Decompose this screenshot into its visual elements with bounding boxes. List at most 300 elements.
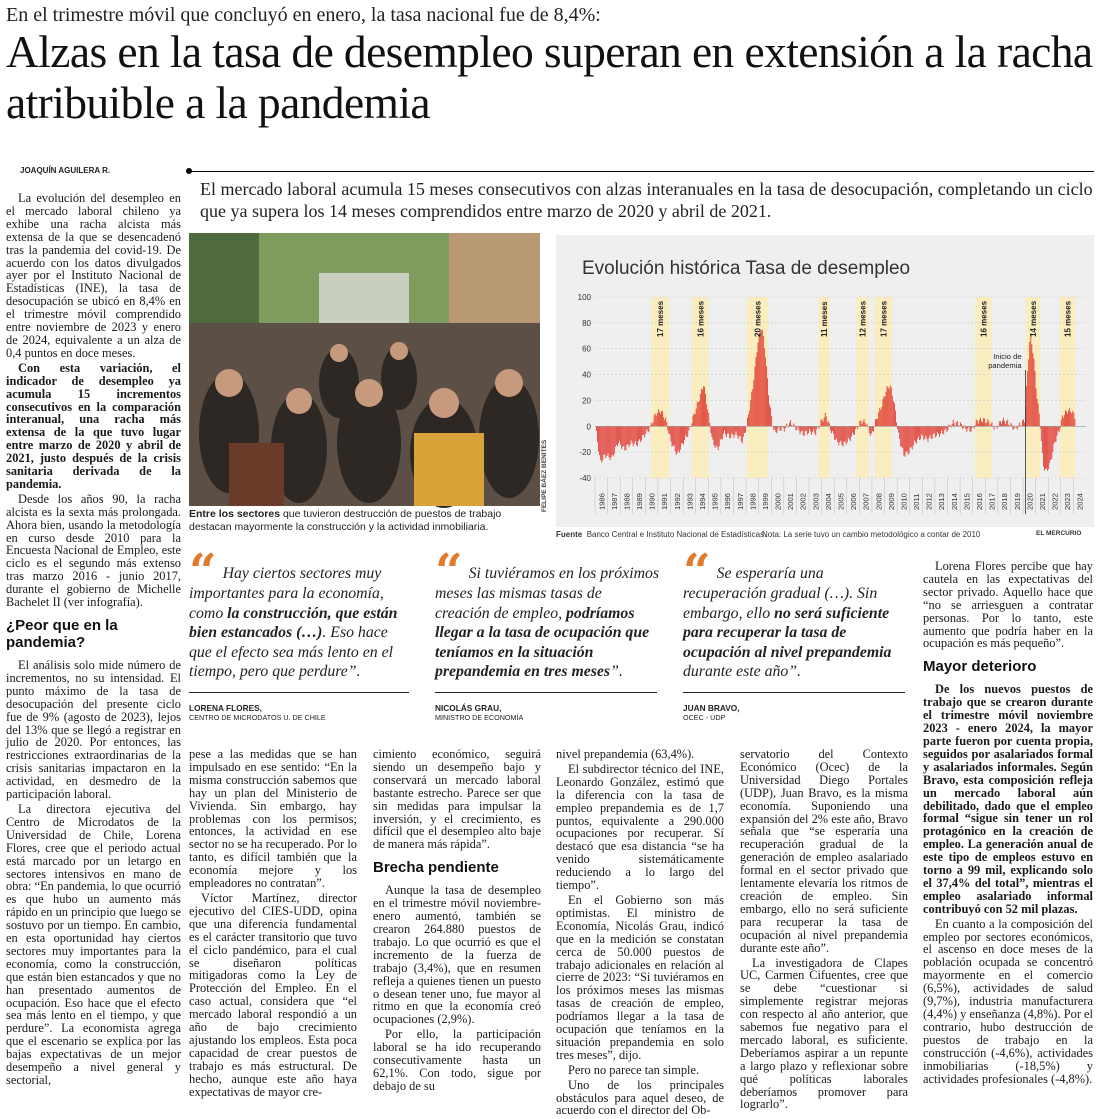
bar <box>970 426 971 431</box>
bar <box>877 419 878 426</box>
bar <box>635 426 636 441</box>
bold-text: Con esta variación, el indicador de desempleo ya acumula 15 incrementos consecutivos en la comparación interanual, una racha más extensa de la que tuvo lugar entre marzo de 2020 y abril de 2021, justo después de la crisis sanitaria derivada de la pandemia. <box>6 360 181 491</box>
bar <box>908 426 909 454</box>
bar <box>1071 413 1072 426</box>
bar <box>847 426 848 442</box>
bar <box>600 426 601 460</box>
bar <box>786 424 787 426</box>
bar <box>1070 412 1071 426</box>
bar <box>631 426 632 440</box>
bar <box>605 426 606 457</box>
x-tick-label: 2022 <box>1050 493 1060 510</box>
bar <box>869 426 870 433</box>
bar <box>1019 422 1020 426</box>
bar <box>922 426 923 435</box>
bar <box>724 426 725 430</box>
bar <box>936 426 937 436</box>
bar <box>911 426 912 447</box>
bar <box>979 420 980 426</box>
bar <box>1064 415 1065 426</box>
bar <box>615 426 616 447</box>
bar <box>710 426 711 433</box>
quote-text: durante este año”. <box>683 663 802 680</box>
x-tick-label: 2024 <box>1075 493 1085 510</box>
bar <box>628 426 629 444</box>
bar <box>671 426 672 441</box>
bar <box>662 411 663 426</box>
x-tick-label: 2012 <box>924 493 934 510</box>
bar <box>887 386 888 426</box>
column-1 <box>6 192 181 1089</box>
bar <box>699 401 700 426</box>
bar <box>721 426 722 439</box>
bar <box>614 426 615 454</box>
x-tick-label: 2005 <box>836 493 846 510</box>
x-tick-label: 1987 <box>609 493 619 510</box>
bar <box>747 418 748 426</box>
quote-text: ”. <box>610 663 623 680</box>
bar <box>946 426 947 432</box>
bar <box>825 413 826 427</box>
bar <box>698 402 699 426</box>
subhead: Brecha pendiente <box>373 859 499 877</box>
paragraph: En el Gobierno son más optimistas. El ministro de Economía, Nicolás Grau, indicó que en la medición se constatan cerca de 50.000 puestos de trabajo adicionales en relación al cierre de 2023: “Si tuviéramos en los próximos meses las mismas tasas de creación de empleo, podríamos llegar a la tasa de ocupación que teníamos en la situación prepandemia en solo tres meses”, dijo. <box>556 892 724 1062</box>
bar <box>901 426 902 447</box>
bar <box>658 409 659 426</box>
x-tick-label: 2010 <box>899 493 909 510</box>
bar <box>918 426 919 436</box>
quote-attribution <box>683 703 740 723</box>
quote-text: Hay ciertos sectores muy importantes para la economía, como <box>189 565 384 622</box>
bar <box>1044 426 1045 471</box>
x-tick-label: 2017 <box>987 493 997 510</box>
bar <box>789 423 790 427</box>
bar <box>978 424 979 427</box>
bar <box>765 358 766 427</box>
bar <box>1055 426 1056 442</box>
bar <box>1047 426 1048 471</box>
bar <box>931 426 932 438</box>
bar <box>925 426 926 435</box>
bar <box>622 426 623 447</box>
bar <box>640 426 641 442</box>
bar <box>861 424 862 426</box>
bar <box>897 426 898 429</box>
column-6 <box>923 560 1093 1087</box>
bar <box>899 426 900 439</box>
bar <box>715 426 716 448</box>
bar <box>676 426 677 455</box>
bar <box>1067 414 1068 427</box>
bar <box>960 422 961 426</box>
bar <box>653 422 654 426</box>
bar <box>839 426 840 442</box>
bar <box>753 380 754 426</box>
bar <box>831 426 832 433</box>
bar <box>885 397 886 426</box>
bar <box>844 426 845 442</box>
x-tick-label: 1986 <box>597 493 607 510</box>
pull-quote-2 <box>435 544 660 682</box>
bar <box>827 422 828 426</box>
bar <box>807 426 808 434</box>
bar <box>928 426 929 442</box>
bar <box>1048 426 1049 469</box>
bar <box>795 426 796 430</box>
bar <box>962 426 963 429</box>
bar <box>744 426 745 433</box>
x-tick-label: 2008 <box>874 493 884 510</box>
bar <box>785 426 786 428</box>
bar <box>832 426 833 431</box>
chart-note: Nota: La serie tuvo un cambio metodológico a contar de 2010 <box>762 530 981 539</box>
bar <box>713 426 714 439</box>
bar <box>646 426 647 429</box>
x-tick-label: 2007 <box>861 493 871 510</box>
bar <box>624 426 625 450</box>
column-4 <box>556 748 724 1119</box>
paragraph: servatorio del Contexto Económico (Ocec) de la Universidad Diego Portales (UDP), Juan Bravo, es la misma economía. Suponiendo una expansión del 2% este año, Bravo señala que “se esperaría una recuperación gradual de la generación de empleo asalariado formal en el sector privado que lentamente elevaría los ritmos de creación de empleo. Sin embargo, ello no será suficiente para recuperar la tasa de ocupación al nivel prepandemia durante este año”. <box>740 747 908 955</box>
bar <box>738 426 739 439</box>
bar <box>984 418 985 426</box>
bar <box>1028 359 1029 426</box>
x-tick-label: 2004 <box>823 493 833 510</box>
caption-lead: Entre los sectores <box>189 508 281 520</box>
bar <box>621 426 622 449</box>
streak-label: 15 meses <box>1063 300 1073 337</box>
bar <box>943 426 944 434</box>
headline: Alzas en la tasa de desempleo superan en extensión a la racha atribuible a la pandemia <box>6 26 1093 128</box>
bar <box>731 426 732 433</box>
bar <box>892 396 893 427</box>
bar <box>716 426 717 445</box>
bar <box>611 426 612 457</box>
bar <box>762 330 763 426</box>
bar <box>1017 426 1018 429</box>
streak-label: 16 meses <box>696 300 706 337</box>
paragraph: La directora ejecutiva del Centro de Microdatos de la Universidad de Chile, Lorena Flores, cree que el periodo actual está marcado por un letargo en sectores intensivos en mano de obra: “En pandemia, lo que ocurrió es que hubo un aumento más rápido en un principio que luego se sostuvo por un tiempo. En cambio, en esta oportunidad hay ciertos sectores muy importantes para la economía, como la construcción, que están bien estancados y que no han presentado aumentos de ocupación. Eso hace que el efecto sea más lento en el tiempo, y que perdure”. La economista agrega que el escenario se explica por las bajas expectativas de un mejor desempeño a nivel general y sectorial, <box>6 801 181 1087</box>
bar <box>929 426 930 437</box>
bar <box>748 414 749 426</box>
bar <box>758 342 759 426</box>
bar <box>1058 426 1059 431</box>
bar <box>921 426 922 434</box>
bar <box>1039 414 1040 427</box>
bar <box>980 418 981 427</box>
bar <box>728 426 729 433</box>
bar <box>893 401 894 426</box>
bar <box>760 332 761 427</box>
bar <box>863 422 864 427</box>
bar <box>1027 371 1028 426</box>
bar <box>937 426 938 432</box>
bar <box>977 421 978 427</box>
streak-label: 16 meses <box>979 300 989 337</box>
bar <box>898 426 899 432</box>
x-tick-label: 1988 <box>622 493 632 510</box>
bar <box>906 426 907 452</box>
bar <box>677 426 678 453</box>
bar <box>823 422 824 427</box>
bar <box>927 426 928 439</box>
bar <box>680 426 681 449</box>
bar <box>1072 411 1073 427</box>
y-tick-label: 80 <box>582 318 591 328</box>
bar <box>700 394 701 426</box>
bar <box>896 422 897 426</box>
quote-rule <box>189 692 409 693</box>
bar <box>634 426 635 443</box>
bar <box>850 426 851 441</box>
bar <box>763 336 764 426</box>
bar <box>986 423 987 427</box>
bar <box>678 426 679 450</box>
bar <box>632 426 633 443</box>
bar <box>890 385 891 426</box>
paragraph: Desde los años 90, la racha alcista es la sexta más prolongada. Ahora bien, usando la metodología en curso desde 2010 para la Encuesta Nacional de Empleo, este ciclo es el segundo más extenso tras marzo 2016 - junio 2017, durante el gobierno de Michelle Bachelet II (ver infografía). <box>6 491 181 610</box>
bar <box>739 426 740 436</box>
bar <box>1049 426 1050 463</box>
bar <box>976 419 977 426</box>
bar <box>942 426 943 433</box>
caption-text: que tuvieron destrucción de puestos de trabajo destacan mayormente la construcción y la actividad inmobiliaria. <box>189 508 502 533</box>
bar <box>769 405 770 427</box>
quote-emphasis: la construcción, que están bien estancados (…) <box>189 604 398 641</box>
bar <box>1005 424 1006 426</box>
pull-quote-1 <box>189 544 414 682</box>
bar <box>1043 426 1044 466</box>
bar <box>1063 418 1064 427</box>
source-label: Fuente <box>556 530 583 539</box>
bar <box>809 426 810 428</box>
bar <box>914 426 915 440</box>
bar <box>803 426 804 435</box>
bar <box>616 426 617 444</box>
column-5 <box>740 748 908 1113</box>
bar <box>1001 423 1002 426</box>
bar <box>665 417 666 426</box>
bar <box>740 426 741 436</box>
bar <box>920 426 921 439</box>
x-tick-label: 1989 <box>635 493 645 510</box>
bar <box>904 426 905 457</box>
x-tick-label: 1993 <box>685 493 695 510</box>
paragraph: La investigadora de Clapes UC, Carmen Cifuentes, cree que se debe “cuestionar si simplemente registrar mejoras con respecto al año anterior, que sabemos fue negativo para el mercado laboral, es suficiente. Deberíamos aspirar a un repunte a largo plazo y reflexionar sobre qué políticas laborales deberíamos promover para lograrlo”. <box>740 955 908 1112</box>
bar <box>727 426 728 433</box>
bar <box>688 426 689 430</box>
bar <box>1023 419 1024 426</box>
bar <box>636 426 637 445</box>
bar <box>751 392 752 427</box>
bar <box>900 426 901 446</box>
bar <box>774 426 775 429</box>
x-tick-label: 1995 <box>710 493 720 510</box>
bar <box>872 426 873 431</box>
chart-source <box>556 530 766 539</box>
bar <box>693 416 694 427</box>
bar <box>891 387 892 426</box>
bar <box>923 426 924 440</box>
paragraph <box>6 362 181 491</box>
x-tick-label: 1992 <box>672 493 682 510</box>
bar <box>838 426 839 445</box>
bar <box>674 426 675 445</box>
bar <box>835 426 836 440</box>
bar <box>673 426 674 445</box>
bar <box>607 426 608 456</box>
photo-caption <box>189 508 541 533</box>
bar <box>1074 419 1075 426</box>
brand: EL MERCURIO <box>1036 530 1082 537</box>
bar <box>1013 426 1014 429</box>
bar <box>778 426 779 428</box>
streak-label: 11 meses <box>820 301 830 337</box>
bar <box>1031 344 1032 426</box>
bar <box>623 426 624 446</box>
quote-name: JUAN BRAVO, <box>683 703 740 713</box>
bar <box>655 414 656 427</box>
bar <box>812 426 813 432</box>
streak-label: 17 meses <box>879 300 889 337</box>
bar <box>913 426 914 445</box>
bar <box>1041 426 1042 441</box>
bar <box>944 426 945 429</box>
subhead: ¿Peor que en la pandemia? <box>6 617 118 651</box>
bar <box>888 387 889 426</box>
bar <box>597 426 598 442</box>
paragraph: El análisis solo mide número de incrementos, no su intensidad. El punto máximo de la tasa de desocupación del presente ciclo fue de 9% (agosto de 2023), lejos del 13% que se llegó a registrar en julio de 2020. Por entonces, las restricciones extraordinarias de la crisis sanitarias impactaron en la actividad, en desmedro de la participación laboral. <box>6 658 181 802</box>
paragraph <box>923 683 1093 915</box>
x-tick-label: 2009 <box>886 493 896 510</box>
bar <box>860 421 861 427</box>
bar <box>638 426 639 441</box>
paragraph: Por ello, la participación laboral se ha ido recuperando consecutivamente hasta un 62,1%. Con todo, sigue por debajo de su <box>373 1027 541 1093</box>
quote-name: LORENA FLORES, <box>189 703 262 713</box>
x-tick-label: 1990 <box>647 493 657 510</box>
bar <box>683 426 684 444</box>
bar <box>696 409 697 427</box>
bar <box>1062 415 1063 426</box>
bar <box>1024 422 1025 426</box>
bar <box>837 426 838 442</box>
bar <box>768 395 769 426</box>
bar <box>854 426 855 434</box>
bar <box>720 426 721 439</box>
bar <box>849 426 850 439</box>
bar <box>865 423 866 427</box>
bar <box>806 426 807 431</box>
bar <box>846 426 847 444</box>
chart-title: Evolución histórica Tasa de desempleo <box>582 258 911 279</box>
bar <box>777 426 778 433</box>
bar <box>1056 426 1057 442</box>
bar <box>830 426 831 430</box>
bar <box>790 420 791 426</box>
kicker: En el trimestre móvil que concluyó en enero, la tasa nacional fue de 8,4%: <box>6 4 601 26</box>
bar <box>661 411 662 426</box>
quote-rule <box>683 692 905 693</box>
bar <box>1007 420 1008 427</box>
bar <box>725 426 726 434</box>
crowd-illustration <box>189 233 540 506</box>
bar <box>821 420 822 427</box>
bar <box>945 426 946 428</box>
dek: El mercado laboral acumula 15 meses consecutivos con alzas interanuales en la tasa de desocupación, completando un ciclo que ya supera los 14 meses comprendidos entre marzo de 2020 y abril de 2021. <box>200 179 1093 221</box>
bar <box>987 419 988 426</box>
bar <box>800 426 801 434</box>
bar <box>836 426 837 438</box>
bar <box>643 426 644 435</box>
bar <box>780 426 781 431</box>
bar <box>764 348 765 426</box>
bar <box>702 389 703 426</box>
bar <box>656 416 657 426</box>
x-tick-label: 1991 <box>660 493 670 510</box>
bar <box>1006 421 1007 427</box>
bar <box>733 426 734 438</box>
bar <box>669 426 670 434</box>
bar <box>919 426 920 440</box>
bar <box>737 426 738 435</box>
bar <box>889 389 890 426</box>
bar <box>647 426 648 431</box>
paragraph: pese a las medidas que se han impulsado en ese sentido: “En la misma construcción sabemos que hay un plan del Ministerio de Vivienda. Sin embargo, hay problemas con los permisos; entonces, la actividad en ese sector no se ha recuperado. Por lo tanto, es difícil también que la economía mejore y los empleadores no contratan”. <box>189 747 357 891</box>
bar <box>641 426 642 440</box>
quote-emphasis: podríamos llegar a la tasa de ocupación que teníamos en la situación prepandemia en tres meses <box>435 604 650 680</box>
bar <box>912 426 913 449</box>
bar <box>802 426 803 430</box>
bar <box>994 426 995 429</box>
bar <box>852 426 853 432</box>
bar <box>971 426 972 432</box>
x-tick-label: 2001 <box>786 493 796 510</box>
y-tick-label: -20 <box>579 448 591 458</box>
bar <box>822 419 823 426</box>
bar <box>801 426 802 431</box>
quote-mark-icon: “ <box>189 544 217 600</box>
bar <box>709 423 710 427</box>
bar <box>1066 412 1067 427</box>
quote-rule <box>435 692 657 693</box>
x-tick-label: 2018 <box>1000 493 1010 510</box>
bold-text: De los nuevos puestos de trabajo que se crearon durante el trimestre móvil noviembre 2023 - enero 2024, la mayor parte fueron por cuenta propia, seguidos por asalariados formal y asalariados informales. Según Bravo, esta composición refleja un mercado laboral aún debilitado, dado que el empleo formal “sigue sin tener un rol protagónico en la creación de empleo. La generación anual de este tipo de empleos estuvo en torno a 99 mil, explicando solo el 37,4% del total”, mientras el empleo asalariado informal contribuyó con 52 mil plazas. <box>923 682 1093 916</box>
bar <box>824 418 825 427</box>
bar <box>704 387 705 427</box>
bar <box>609 426 610 457</box>
bar <box>1029 342 1030 427</box>
bar <box>633 426 634 446</box>
streak-label: 14 meses <box>1028 300 1038 337</box>
bar <box>988 421 989 426</box>
bar <box>818 426 819 428</box>
bar <box>663 417 664 426</box>
y-tick-label: 100 <box>577 293 591 302</box>
bar <box>957 421 958 426</box>
y-tick-label: 60 <box>582 344 591 354</box>
bar <box>599 426 600 455</box>
bar <box>1000 421 1001 426</box>
bar <box>719 426 720 446</box>
bar <box>708 413 709 426</box>
bar <box>659 412 660 427</box>
bar <box>934 426 935 433</box>
bar <box>851 426 852 436</box>
quote-role: CENTRO DE MICRODATOS U. DE CHILE <box>189 713 326 722</box>
quote-text: . Eso hace que el efecto sea más lento en el tiempo, pero que perdure”. <box>189 624 393 680</box>
bar <box>654 415 655 426</box>
bar <box>864 419 865 426</box>
bar <box>940 426 941 433</box>
